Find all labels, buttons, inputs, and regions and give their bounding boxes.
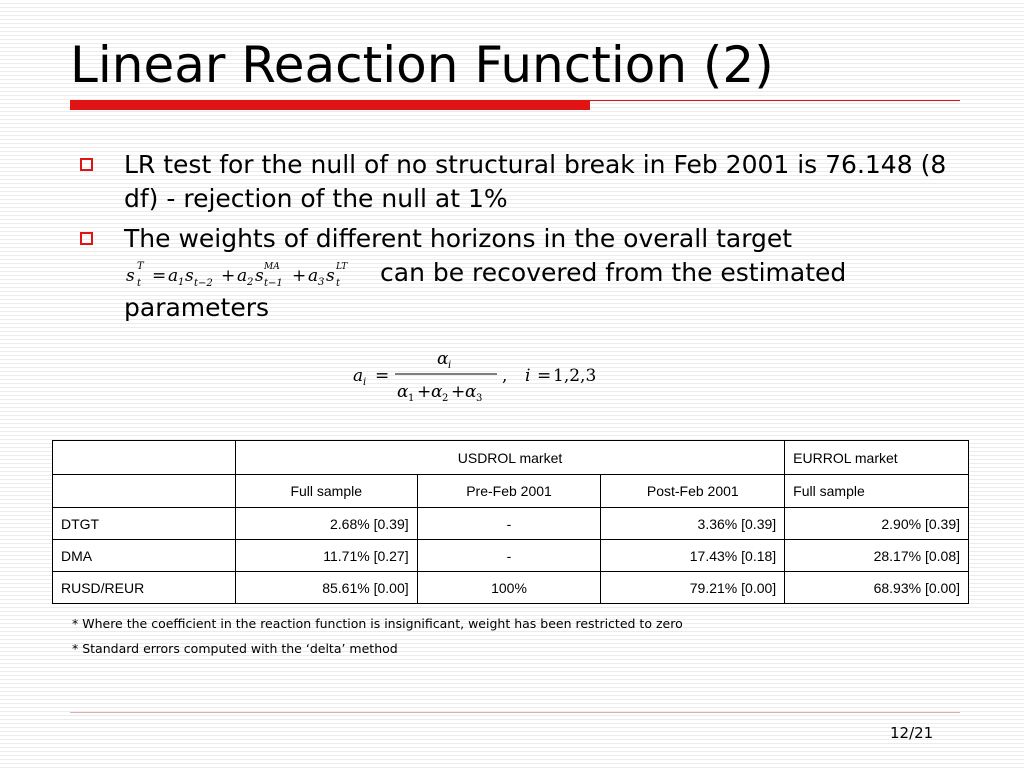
table-cell: 2.68% [0.39] (235, 508, 417, 540)
usdrol-header: USDROL market (235, 441, 784, 475)
table-subheader-row (53, 475, 969, 508)
formula-symbol: , (502, 366, 508, 386)
table-cell: - (417, 540, 601, 572)
table-corner-cell (53, 475, 236, 508)
title-underline-thin (590, 100, 960, 101)
formula-symbol: + (221, 266, 236, 286)
formula-symbol: t (137, 278, 142, 289)
formula-symbol: 1 (408, 393, 415, 404)
formula-symbol: MA (264, 262, 280, 272)
formula-symbol: s (326, 266, 335, 286)
formula-symbol: 3 (318, 277, 325, 288)
formula-symbol: a (168, 266, 179, 286)
footer-divider (70, 712, 960, 713)
table-header-row (53, 441, 969, 475)
bullet-text-after: can be recovered from the estimated parameters (124, 258, 847, 322)
subheader-cell: Post-Feb 2001 (601, 475, 785, 508)
formula-symbol: = (537, 366, 552, 386)
formula-symbol: a (308, 266, 319, 286)
formula-symbol: = (375, 366, 390, 386)
target-formula (124, 257, 374, 291)
formula-symbol: t (336, 278, 341, 289)
row-label: DTGT (53, 508, 236, 540)
formula-symbol: α (397, 382, 409, 402)
table-cell: 11.71% [0.27] (235, 540, 417, 572)
table-cell: 3.36% [0.39] (601, 508, 785, 540)
formula-symbol: s (126, 266, 135, 286)
formula-symbol: i (448, 360, 452, 371)
formula-symbol: a (237, 266, 248, 286)
formula-symbol: α (431, 382, 443, 402)
bullet-text-before: The weights of different horizons in the overall target (124, 224, 793, 253)
formula-symbol: t−1 (264, 278, 283, 289)
subheader-cell: Pre-Feb 2001 (417, 475, 601, 508)
hollow-square-bullet-icon (80, 158, 93, 171)
formula-symbol: LT (336, 262, 348, 272)
formula-symbol: T (137, 261, 144, 272)
formula-symbol: α (437, 349, 449, 369)
formula-symbol: 2 (442, 393, 449, 404)
bullet-text: LR test for the null of no structural break in Feb 2001 is 76.148 (8 df) - rejection of the null at 1% (124, 150, 947, 213)
bullet-list (80, 148, 960, 331)
table-corner-cell (53, 441, 236, 475)
formula-symbol: s (255, 266, 264, 286)
bullet-item (80, 148, 960, 216)
formula-symbol: + (451, 382, 466, 402)
table-cell: - (417, 508, 601, 540)
table-row (53, 508, 969, 540)
formula-symbol: s (185, 266, 194, 286)
formula-symbol: 1 (178, 277, 185, 288)
row-label: DMA (53, 540, 236, 572)
formula-symbol: + (292, 266, 307, 286)
weights-table (52, 440, 969, 604)
table-cell: 28.17% [0.08] (785, 540, 969, 572)
subheader-cell: Full sample (785, 475, 969, 508)
formula-symbol: 1,2,3 (553, 366, 597, 386)
table-cell: 79.21% [0.00] (601, 572, 785, 604)
formula-symbol: a (353, 366, 364, 386)
table-cell: 2.90% [0.39] (785, 508, 969, 540)
table-cell: 100% (417, 572, 601, 604)
formula-symbol: i (363, 377, 367, 388)
table-row (53, 540, 969, 572)
page-number: 12/21 (890, 724, 934, 742)
hollow-square-bullet-icon (80, 232, 93, 245)
eurrol-header: EURROL market (785, 441, 969, 475)
table-cell: 85.61% [0.00] (235, 572, 417, 604)
weights-formula (345, 348, 615, 406)
subheader-cell: Full sample (235, 475, 417, 508)
table-cell: 68.93% [0.00] (785, 572, 969, 604)
footnote: * Standard errors computed with the ‘delta’ method (72, 641, 398, 656)
footnote: * Where the coefficient in the reaction function is insignificant, weight has been restricted to zero (72, 616, 683, 631)
bullet-item (80, 222, 960, 325)
formula-symbol: i (525, 366, 531, 386)
formula-symbol: t−2 (194, 278, 213, 289)
slide-title: Linear Reaction Function (2) (70, 36, 774, 94)
title-underline-thick (70, 100, 590, 110)
formula-symbol: 3 (476, 393, 483, 404)
formula-symbol: 2 (247, 277, 254, 288)
formula-symbol: α (465, 382, 477, 402)
row-label: RUSD/REUR (53, 572, 236, 604)
table-row (53, 572, 969, 604)
table-cell: 17.43% [0.18] (601, 540, 785, 572)
formula-symbol: = (152, 266, 167, 286)
formula-symbol: + (417, 382, 432, 402)
